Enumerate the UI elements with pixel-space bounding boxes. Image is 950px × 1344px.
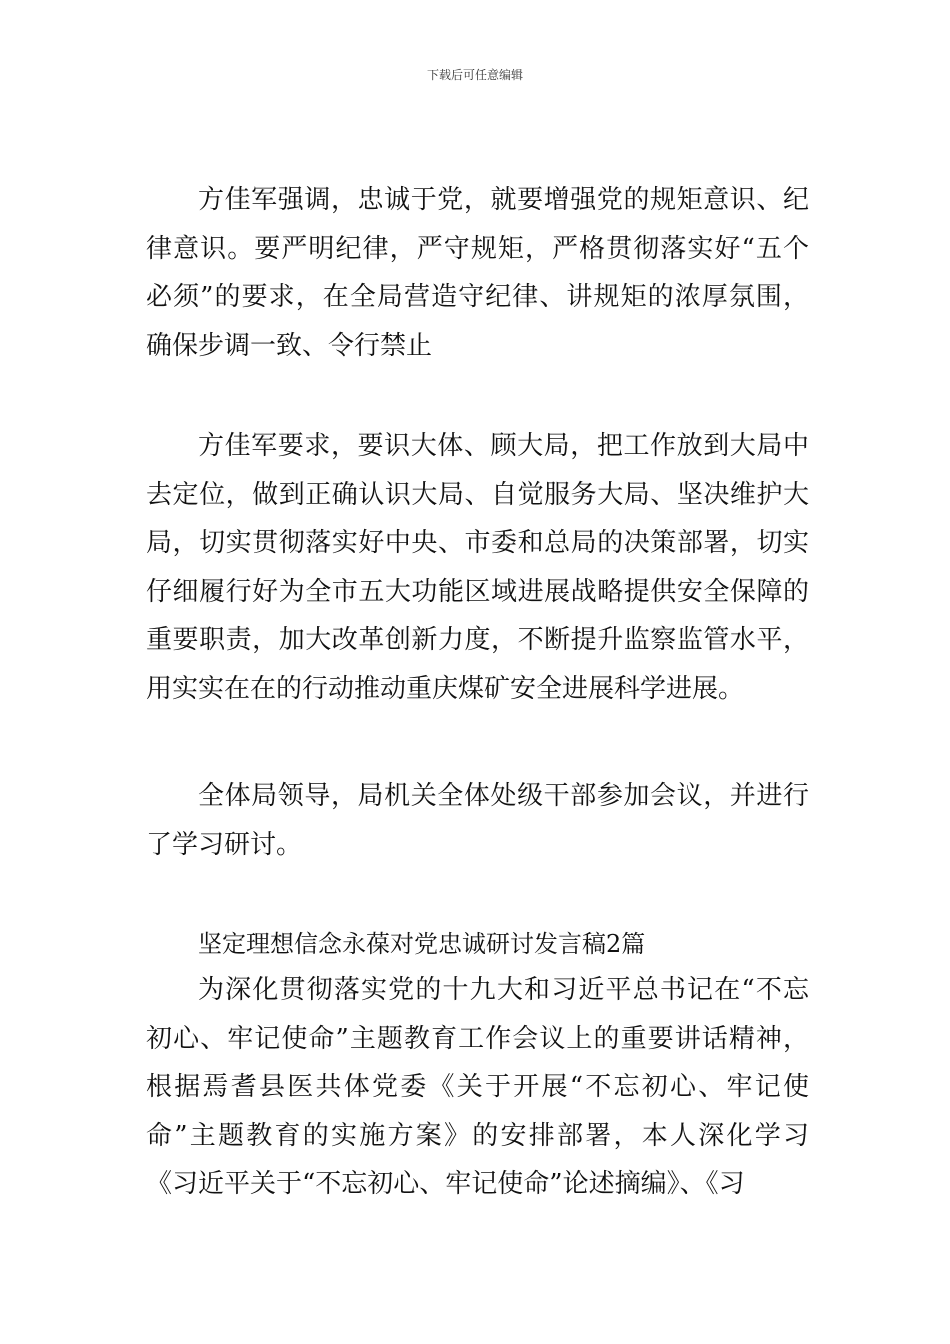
page-header-note: 下载后可任意编辑 [426, 68, 523, 82]
section-heading: 坚定理想信念永葆对党忠诚研讨发言稿2篇 [198, 930, 646, 958]
paragraph-attendance: 全体局领导，局机关全体处级干部参加会议，并进行了学习研讨。 [146, 781, 809, 860]
paragraph-study-intro: 为深化贯彻落实党的十九大和习近平总书记在“不忘初心、牢记使命”主题教育工作会议上的重要讲话精神，根据焉耆县医共体党委《关于开展“不忘初心、牢记使命”主题教育的实施方案》的安排部署，本人深化学习《习近平关于“不忘初心、牢记使命”论述摘编》、《习 [146, 975, 809, 1199]
paragraph-overall-situation: 方佳军要求，要识大体、顾大局，把工作放到大局中去定位，做到正确认识大局、自觉服务大局、坚决维护大局，切实贯彻落实好中央、市委和总局的决策部署，切实仔细履行好为全市五大功能区域进展战略提供安全保障的重要职责，加大改革创新力度，不断提升监察监管水平，用实实在在的行动推动重庆煤矿安全进展科学进展。 [146, 431, 809, 704]
paragraph-discipline: 方佳军强调，忠诚于党，就要增强党的规矩意识、纪律意识。要严明纪律，严守规矩，严格贯彻落实好“五个必须”的要求，在全局营造守纪律、讲规矩的浓厚氛围，确保步调一致、令行禁止 [146, 185, 809, 361]
